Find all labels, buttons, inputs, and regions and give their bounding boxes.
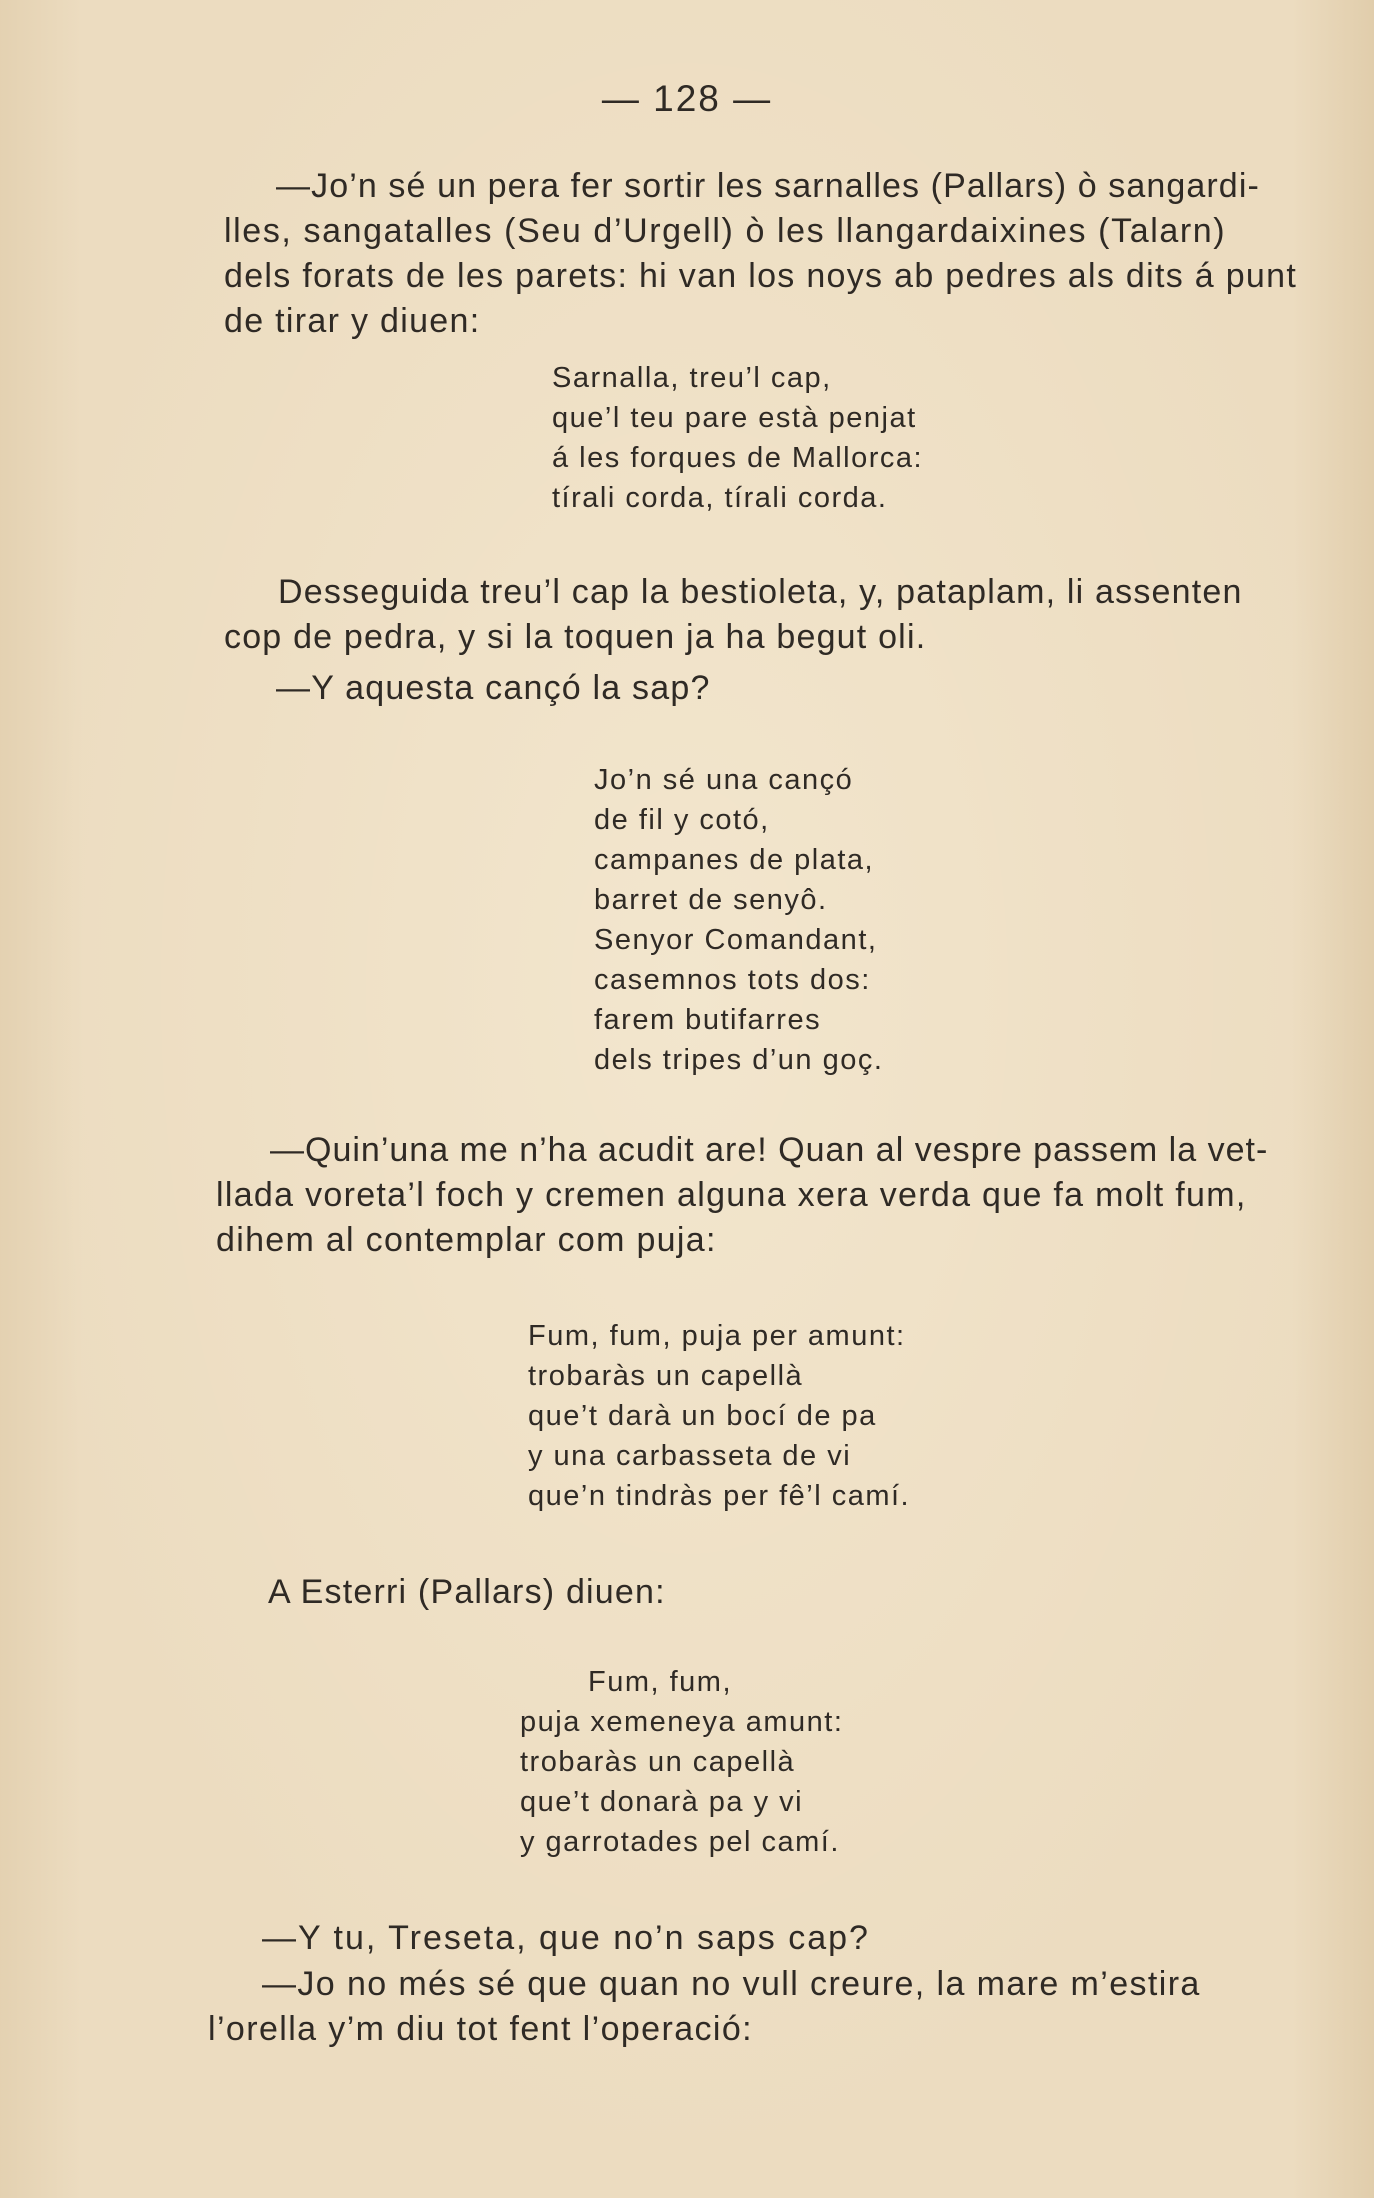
text-line: —Y aquesta cançó la sap? (276, 669, 711, 707)
verse-line: Fum, fum, (588, 1666, 733, 1698)
verse-line: trobaràs un capellà (528, 1360, 804, 1392)
verse-line: tírali corda, tírali corda. (552, 482, 888, 514)
text-line: A Esterri (Pallars) diuen: (268, 1573, 666, 1611)
page-number: — 128 — (601, 78, 773, 119)
paragraph-esterri (268, 1570, 666, 1615)
verse-line: Jo’n sé una cançó (594, 764, 854, 796)
verse-fum-2 (520, 1662, 843, 1862)
paragraph-quinuna (216, 1128, 1292, 1263)
verse-line: campanes de plata, (594, 844, 875, 876)
text-line: —Quin’una me n’ha acudit are! Quan al vespre passem la vet- (270, 1131, 1269, 1169)
text-line: llada voreta’l foch y cremen alguna xera verda que fa molt fum, (216, 1176, 1247, 1214)
verse-line: dels tripes d’un goç. (594, 1044, 884, 1076)
verse-line: y garrotades pel camí. (520, 1826, 840, 1858)
text-line: l’orella y’m diu tot fent l’operació: (208, 2010, 754, 2048)
verse-line: Sarnalla, treu’l cap, (552, 362, 832, 394)
verse-line: puja xemeneya amunt: (520, 1706, 844, 1738)
verse-line: barret de senyô. (594, 884, 828, 916)
verse-fum-1 (528, 1316, 910, 1516)
verse-line: que’n tindràs per fê’l camí. (528, 1480, 911, 1512)
text-line: —Jo no més sé que quan no vull creure, la mare m’estira (262, 1965, 1201, 2003)
text-line: dels forats de les parets: hi van los noys ab pedres als dits á punt (224, 257, 1298, 295)
verse-line: farem butifarres (594, 1004, 822, 1036)
paragraph-sarnalles (224, 164, 1298, 344)
verse-sarnalla (552, 358, 923, 518)
verse-line: trobaràs un capellà (520, 1746, 796, 1778)
verse-line: á les forques de Mallorca: (552, 442, 924, 474)
verse-line: Senyor Comandant, (594, 924, 878, 956)
verse-line: de fil y cotó, (594, 804, 770, 836)
paragraph-mare (208, 1962, 1284, 2052)
text-line: —Y tu, Treseta, que no’n saps cap? (262, 1919, 870, 1957)
verse-line: casemnos tots dos: (594, 964, 871, 996)
verse-line: y una carbasseta de vi (528, 1440, 852, 1472)
text-line: cop de pedra, y si la toquen ja ha begut oli. (224, 618, 927, 656)
paragraph-desseguida (224, 570, 1294, 660)
text-line: de tirar y diuen: (224, 302, 481, 340)
text-line: dihem al contemplar com puja: (216, 1221, 717, 1259)
verse-line: que’t darà un bocí de pa (528, 1400, 877, 1432)
verse-line: Fum, fum, puja per amunt: (528, 1320, 906, 1352)
text-line: Desseguida treu’l cap la bestioleta, y, pataplam, li assenten (278, 573, 1243, 611)
verse-canco (594, 760, 883, 1080)
text-line: —Jo’n sé un pera fer sortir les sarnalles (Pallars) ò sangardi- (276, 167, 1260, 205)
verse-line: que’t donarà pa y vi (520, 1786, 804, 1818)
paragraph-question (276, 666, 711, 711)
text-line: lles, sangatalles (Seu d’Urgell) ò les llangardaixines (Talarn) (224, 212, 1227, 250)
paragraph-treseta (262, 1916, 870, 1961)
verse-line: que’l teu pare està penjat (552, 402, 917, 434)
